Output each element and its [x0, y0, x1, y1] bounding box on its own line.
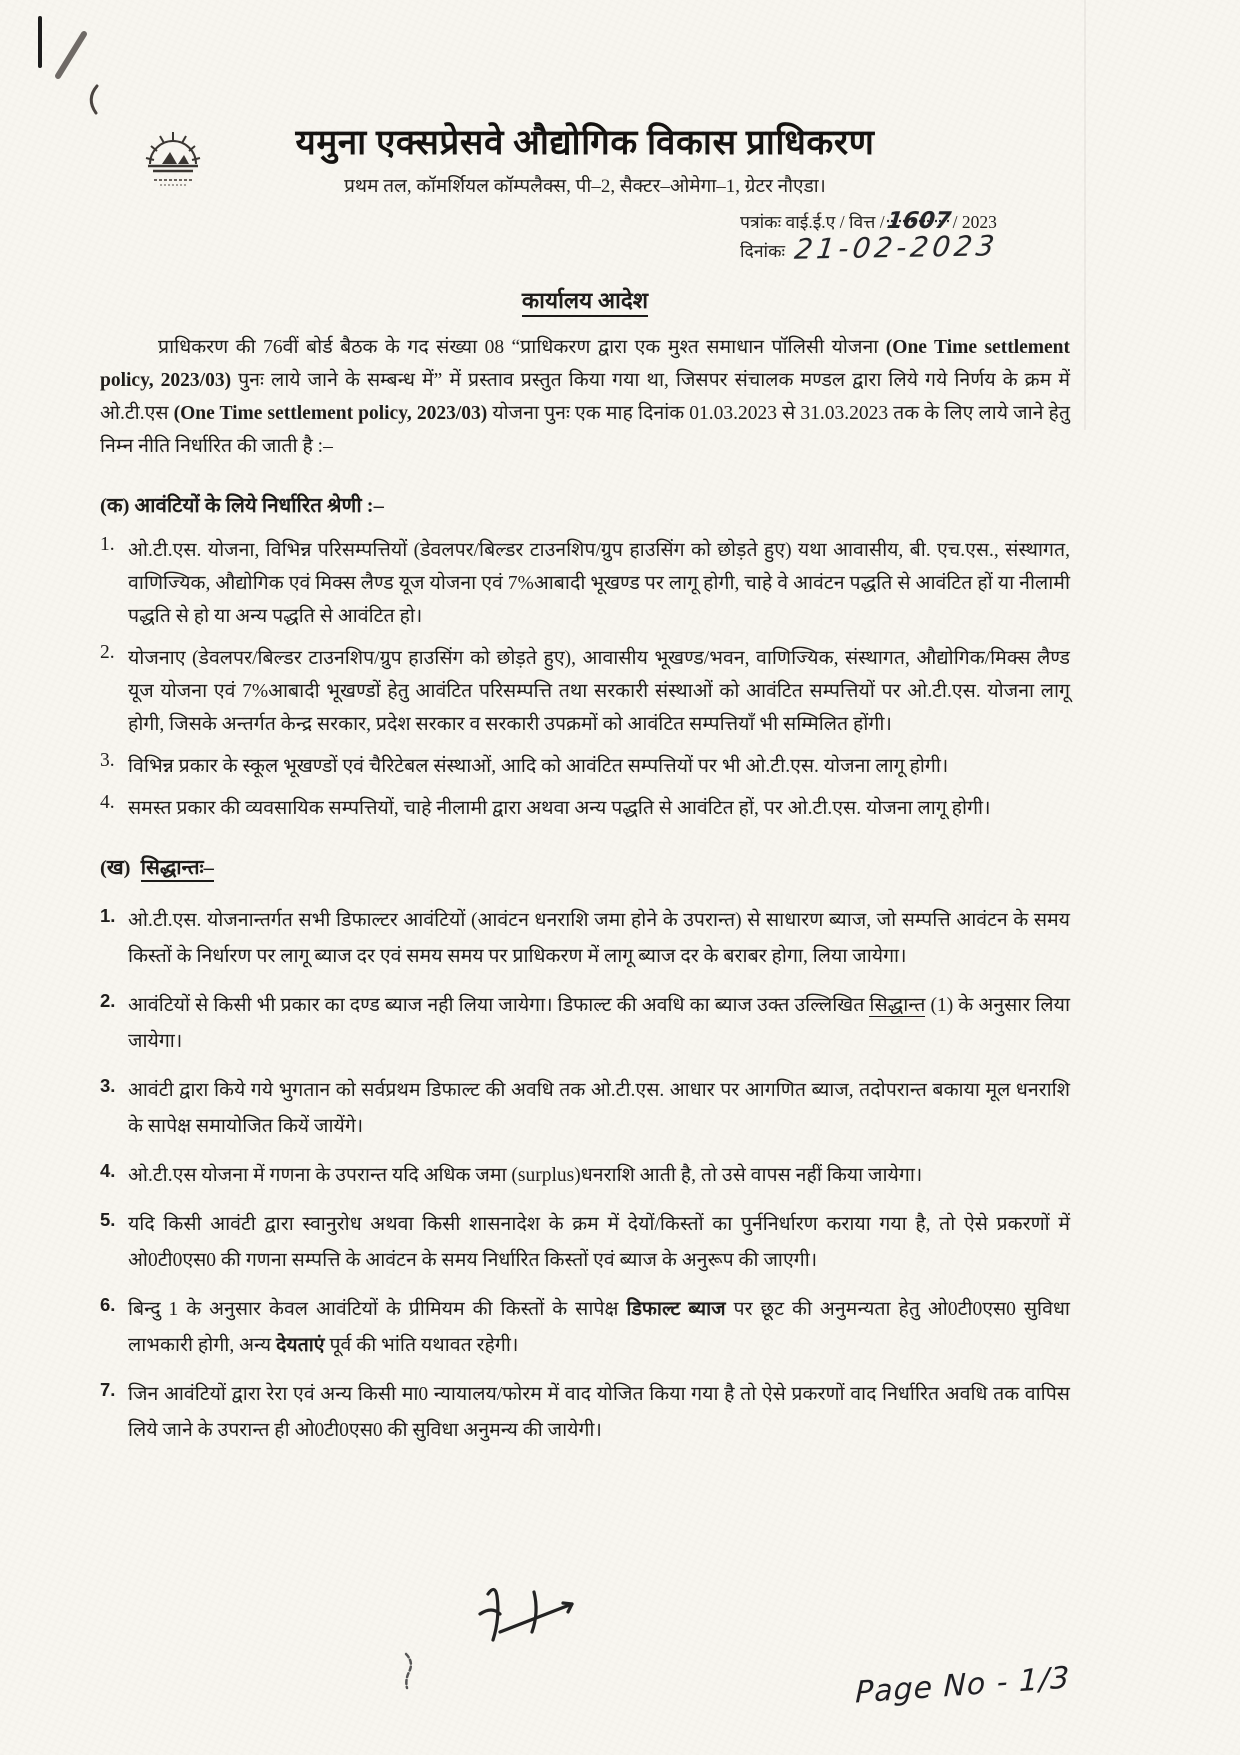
item6-bold-dues: देयताएं — [275, 1335, 325, 1356]
item-text: विभिन्न प्रकार के स्कूल भूखण्डों एवं चैरिटेबल संस्थाओं, आदि को आवंटित सम्पत्तियों पर भी ओ.टी.एस. योजना लागू होगी। — [128, 756, 949, 777]
item-number: 3. — [100, 750, 115, 771]
date-handwritten: 21-02-2023 — [792, 229, 1001, 266]
item-number: 1. — [100, 534, 115, 555]
authority-address: प्रथम तल, कॉमर्शियल कॉम्पलैक्स, पी–2, सैक्टर–ओमेगा–1, ग्रेटर नौएडा। — [344, 176, 826, 197]
item-text: समस्त प्रकार की व्यवसायिक सम्पत्तियों, चाहे नीलामी द्वारा अथवा अन्य पद्धति से आवंटित हों, पर ओ.टी.एस. योजना लागू होगी। — [128, 798, 991, 819]
item-text: ओ.टी.एस. योजना, विभिन्न परिसम्पत्तियों (डेवलपर/बिल्डर टाउनशिप/ग्रुप हाउसिंग को छोड़ते हुए) यथा आवासीय, बी. एच.एस., संस्थागत, वाणिज्यिक, औद्योगिक एवं मिक्स लैण्ड यूज योजना एवं 7%आबादी भूखण्ड पर लागू होगी, चाहे वे आवंटन पद्धति से आवंटित हों या नीलामी पद्धति से हो या अन्य पद्धति से आवंटित हो। — [128, 540, 1070, 627]
section-a-heading: (क) आवंटियों के लिये निर्धारित श्रेणी :– — [100, 495, 384, 517]
item-text — [128, 988, 1070, 1060]
item-number: 5. — [100, 1209, 116, 1230]
list-item — [100, 1377, 1070, 1449]
list-item — [100, 1073, 1070, 1145]
list-item — [100, 792, 1070, 825]
ref-number-handwritten: 1607 — [885, 208, 952, 234]
ref-date-block — [740, 208, 1070, 264]
list-item — [100, 1292, 1070, 1364]
list-item — [100, 534, 1070, 633]
section-b-heading-text: सिद्धान्तः– — [141, 857, 214, 882]
stray-pen-mark — [396, 1650, 426, 1695]
item-number: 4. — [100, 792, 115, 813]
intro-paragraph — [100, 331, 1070, 463]
authority-name: यमुना एक्सप्रेसवे औद्योगिक विकास प्राधिकरण — [295, 123, 875, 162]
document-title-text: कार्यालय आदेश — [522, 288, 648, 317]
list-item — [100, 642, 1070, 741]
intro-seg-2-policy-name: (One Time settlement policy, 2023/03) — [100, 337, 1071, 391]
item-text: जिन आवंटियों द्वारा रेरा एवं अन्य किसी मा0 न्यायालय/फोरम में वाद योजित किया गया है तो ऐसे प्रकरणों वाद निर्धारित अवधि तक वापिस लिये जाने के उपरान्त ही ओ0टी0एस0 की सुविधा अनुमन्य की जायेगी। — [128, 1384, 1070, 1441]
list-item — [100, 988, 1070, 1060]
list-item — [100, 1207, 1070, 1279]
item2-post: (1) के अनुसार लिया जायेगा। — [128, 995, 1070, 1052]
item2-underlined-word: सिद्धान्त — [869, 995, 926, 1016]
section-a-list — [100, 534, 1070, 825]
letter-date-line — [740, 229, 1070, 266]
item-number: 3. — [100, 1075, 116, 1096]
item2-pre: आवंटियों से किसी भी प्रकार का दण्ड ब्याज नही लिया जायेगा। डिफाल्ट की अवधि का ब्याज उक्त उल्लिखित — [128, 995, 870, 1016]
section-b-prefix: (ख) — [100, 857, 131, 879]
item-text: ओ.टी.एस. योजनान्तर्गत सभी डिफाल्टर आवंटियों (आवंटन धनराशि जमा होने के उपरान्त) से साधारण ब्याज, जो सम्पत्ति आवंटन के समय किस्तों के निर्धारण पर लागू ब्याज दर एवं समय समय पर प्राधिकरण में लागू ब्याज दर के बराबर होगा, लिया जायेगा। — [128, 910, 1070, 967]
list-item — [100, 903, 1070, 975]
date-label: दिनांकः — [740, 241, 786, 261]
intro-seg-5: योजना पुनः एक माह दिनांक 01.03.2023 से 31.03.2023 तक के लिए लाये जाने हेतु निम्न नीति निर्धारित की जाती है :– — [100, 403, 1070, 457]
item-text: योजनाए (डेवलपर/बिल्डर टाउनशिप/ग्रुप हाउसिंग को छोड़ते हुए), आवासीय भूखण्ड/भवन, वाणिज्यिक, संस्थागत, औद्योगिक/मिक्स लैण्ड यूज योजना एवं 7%आबादी भूखण्डों हेतु आवंटित परिसम्पत्ति तथा सरकारी संस्थाओं को आवंटित सम्पत्तियों पर ओ.टी.एस. योजना लागू होगी, जिसके अन्तर्गत केन्द्र सरकार, प्रदेश सरकार व सरकारी उपक्रमों को आवंटित सम्पत्तियाँ भी सम्मिलित होंगी। — [128, 648, 1070, 735]
signature-scribble — [430, 1580, 610, 1660]
item-number: 7. — [100, 1379, 116, 1400]
ref-suffix: / 2023 — [952, 212, 997, 232]
ref-label: पत्रांकः वाई.ई.ए / वित्त / — [740, 212, 885, 232]
item6-mid: पर छूट की अनुमन्यता हेतु ओ0टी0एस0 सुविधा लाभकारी होगी, अन्य — [128, 1299, 1070, 1356]
page-number-handwritten: Page No - 1/3 — [854, 1660, 1071, 1711]
section-b-heading — [100, 853, 1070, 881]
item-number: 1. — [100, 905, 116, 926]
item6-bold-default-interest: डिफाल्ट ब्याज — [626, 1299, 726, 1320]
pen-corner-marks — [0, 0, 140, 130]
item6-post: पूर्व की भांति यथावत रहेगी। — [324, 1335, 519, 1356]
document-title — [100, 284, 1070, 315]
item6-pre: बिन्दु 1 के अनुसार केवल आवंटियों के प्रीमियम की किस्तों के सापेक्ष — [128, 1299, 627, 1320]
scan-crease — [1084, 0, 1086, 430]
item-number: 2. — [100, 990, 116, 1011]
item-number: 4. — [100, 1160, 116, 1181]
list-item — [100, 750, 1070, 783]
item-text: ओ.टी.एस योजना में गणना के उपरान्त यदि अधिक जमा (surplus)धनराशि आती है, तो उसे वापस नहीं किया जायेगा। — [128, 1165, 923, 1186]
item-text: यदि किसी आवंटी द्वारा स्वानुरोध अथवा किसी शासनादेश के क्रम में देयों/किस्तों का पुर्ननिर्धारण कराया गया है, तो ऐसे प्रकरणों में ओ0टी0एस0 की गणना सम्पत्ति के आवंटन के समय निर्धारित किस्तों एवं ब्याज के अनुरूप की जाएगी। — [128, 1214, 1070, 1271]
intro-seg-4-policy-name: (One Time settlement policy, 2023/03) — [173, 403, 488, 424]
intro-seg-3: पुनः लाये जाने के सम्बन्ध में” में प्रस्ताव प्रस्तुत किया गया था, जिसपर संचालक मण्डल द्वारा लिये गये निर्णय के क्रम में ओ.टी.एस — [100, 370, 1070, 424]
item-text: आवंटी द्वारा किये गये भुगतान को सर्वप्रथम डिफाल्ट की अवधि तक ओ.टी.एस. आधार पर आगणित ब्याज, तदोपरान्त बकाया मूल धनराशि के सापेक्ष समायोजित कियें जायेंगे। — [128, 1080, 1070, 1137]
authority-logo — [138, 124, 208, 196]
item-text — [128, 1292, 1070, 1364]
section-b-list — [100, 903, 1070, 1449]
list-item — [100, 1158, 1070, 1194]
intro-seg-1: प्राधिकरण की 76वीं बोर्ड बैठक के गद संख्या 08 “प्राधिकरण द्वारा एक मुश्त समाधान पॉलिसी योजना — [158, 337, 886, 358]
item-number: 6. — [100, 1294, 116, 1315]
item-number: 2. — [100, 642, 115, 663]
